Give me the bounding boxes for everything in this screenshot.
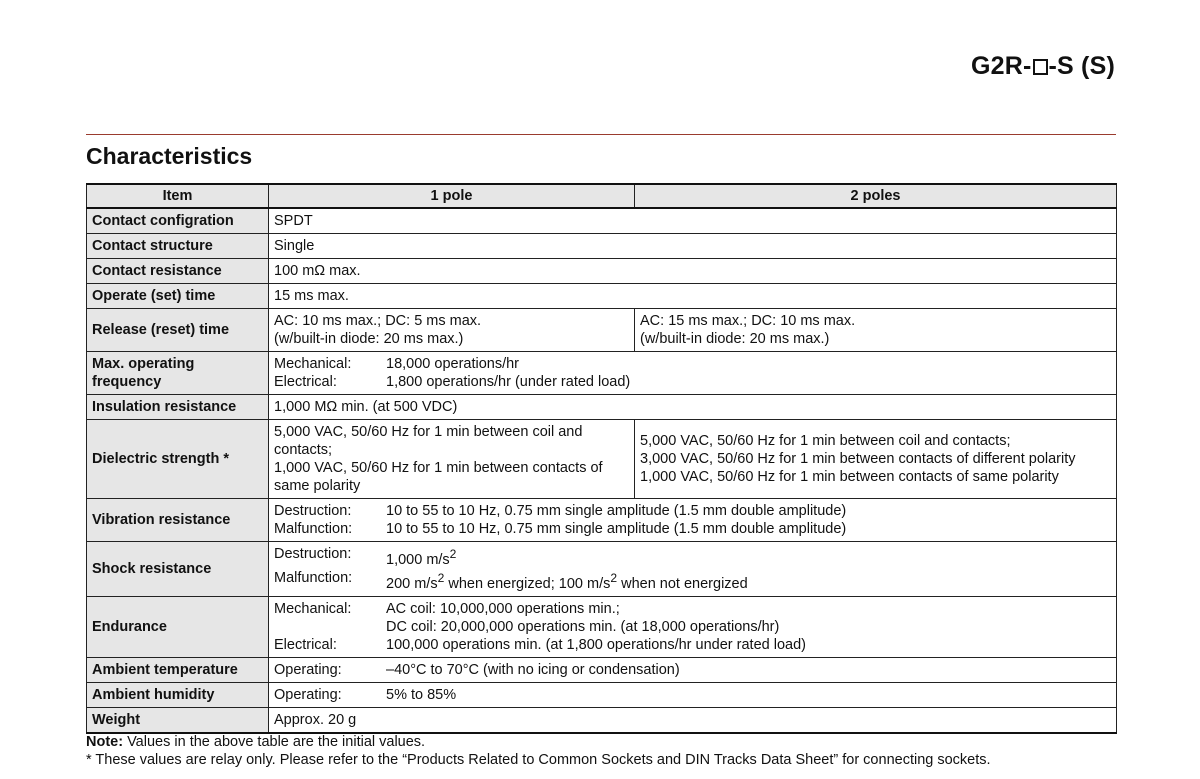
header-2-poles: 2 poles [635, 184, 1117, 208]
note-line: Note: Values in the above table are the initial values. [86, 734, 426, 750]
row-label: Max. operating frequency [87, 352, 269, 395]
row-value: SPDT [269, 208, 1117, 234]
row-value: Destruction: 1,000 $m/s^2$ Malfunction: 200 $m/s^2$ when energized; 100 $m/s^2$ when not energized [269, 542, 1117, 597]
section-divider [86, 134, 1116, 135]
row-value: Operating: –40°C to 70°C (with no icing or condensation) [269, 657, 1117, 682]
row-value: Mechanical: AC coil: 10,000,000 operations min.; DC coil: 20,000,000 operations min. (at 18,000 operations/hr) Electrical: 100,000 operations min. (at 1,800 operations/hr under rated load) [269, 596, 1117, 657]
row-value-2-poles: 5,000 VAC, 50/60 Hz for 1 min between coil and contacts; 3,000 VAC, 50/60 Hz for 1 min between contacts of different polarity 1,000 VAC, 50/60 Hz for 1 min between contacts of same polarity [635, 420, 1117, 499]
table-row [87, 707, 1117, 733]
table-row [87, 682, 1117, 707]
table-row [87, 234, 1117, 259]
row-value: Single [269, 234, 1117, 259]
row-label: Shock resistance [87, 542, 269, 597]
row-value: 15 ms max. [269, 284, 1117, 309]
row-label: Contact configration [87, 208, 269, 234]
row-label: Ambient temperature [87, 657, 269, 682]
table-row [87, 284, 1117, 309]
table-row [87, 309, 1117, 352]
table-notes [86, 733, 991, 769]
row-value: Mechanical: 18,000 operations/hr Electrical: 1,800 operations/hr (under rated load) [269, 352, 1117, 395]
row-label: Vibration resistance [87, 499, 269, 542]
row-value: 100 mΩ max. [269, 259, 1117, 284]
row-value-1-pole: AC: 10 ms max.; DC: 5 ms max. (w/built-in diode: 20 ms max.) [269, 309, 635, 352]
characteristics-table [86, 183, 1117, 734]
row-label: Operate (set) time [87, 284, 269, 309]
table-row [87, 259, 1117, 284]
row-value: Approx. 20 g [269, 707, 1117, 733]
table-row [87, 542, 1117, 597]
row-label: Endurance [87, 596, 269, 657]
table-row [87, 352, 1117, 395]
row-value: Operating: 5% to 85% [269, 682, 1117, 707]
header-1-pole: 1 pole [269, 184, 635, 208]
table-header-row [87, 184, 1117, 208]
table-row [87, 499, 1117, 542]
document-title: G2R- -S (S) [970, 52, 1115, 80]
table-row [87, 420, 1117, 499]
table-row [87, 596, 1117, 657]
row-label: Release (reset) time [87, 309, 269, 352]
table-row [87, 657, 1117, 682]
row-label: Dielectric strength * [87, 420, 269, 499]
table-row [87, 208, 1117, 234]
header-item: Item [87, 184, 269, 208]
row-value-2-poles: AC: 15 ms max.; DC: 10 ms max. (w/built-in diode: 20 ms max.) [635, 309, 1117, 352]
row-label: Contact structure [87, 234, 269, 259]
row-label: Ambient humidity [87, 682, 269, 707]
footnote-line: * These values are relay only. Please refer to the “Products Related to Common Sockets and DIN Tracks Data Sheet” for connecting sockets. [86, 752, 991, 768]
row-label: Insulation resistance [87, 395, 269, 420]
row-value: 1,000 MΩ min. (at 500 VDC) [269, 395, 1117, 420]
row-label: Contact resistance [87, 259, 269, 284]
blank-box-icon [1033, 59, 1048, 75]
row-label: Weight [87, 707, 269, 733]
section-title: Characteristics [86, 143, 253, 169]
row-value: Destruction: 10 to 55 to 10 Hz, 0.75 mm single amplitude (1.5 mm double amplitude) Malfunction: 10 to 55 to 10 Hz, 0.75 mm single amplitude (1.5 mm double amplitude) [269, 499, 1117, 542]
row-value-1-pole: 5,000 VAC, 50/60 Hz for 1 min between coil and contacts; 1,000 VAC, 50/60 Hz for 1 min between contacts of same polarity [269, 420, 635, 499]
table-row [87, 395, 1117, 420]
